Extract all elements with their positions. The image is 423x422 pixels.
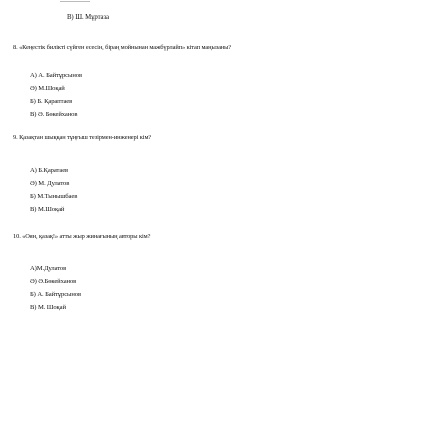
question-10-option-v: В) М. Шоқай bbox=[30, 304, 66, 311]
question-8-option-b: Б) Б. Қараптаев bbox=[30, 98, 73, 105]
question-10-option-b: Б) А. Байтұрсынов bbox=[30, 291, 82, 298]
question-10-option-ae: Ә) Ә.Бөкейханов bbox=[30, 278, 77, 285]
question-9-option-ae: Ә) М. Дулатов bbox=[30, 180, 70, 187]
question-9-text: 9. Қазақтан шыққан тұңғыш тезірмен-инженері кім? bbox=[13, 134, 152, 141]
question-8-option-a: А) А. Байтұрсынов bbox=[30, 72, 82, 79]
question-9-option-v: В) М.Шоқай bbox=[30, 206, 65, 213]
question-9-option-b: Б) М.Тынышбаев bbox=[30, 193, 78, 200]
question-8-option-ae: Ә) М.Шоқай bbox=[30, 85, 65, 92]
question-10-text: 10. «Оян, қазақ!» атты жыр жинағының авторы кім? bbox=[13, 233, 151, 240]
question-9-option-a: А) Б.Қаратаев bbox=[30, 167, 69, 174]
question-8-option-v: В) Ә. Бөкейханов bbox=[30, 111, 78, 118]
top-divider bbox=[60, 1, 90, 2]
prev-question-option-b: B) Ш. Мұртаза bbox=[67, 14, 109, 21]
question-10-option-a: А)М.Дулатов bbox=[30, 265, 67, 272]
question-8-text: 8. «Кеңестік билікті сүйген есесін, біраң мойнынан мажбүрлайп» кітап маңызаны? bbox=[13, 44, 232, 51]
